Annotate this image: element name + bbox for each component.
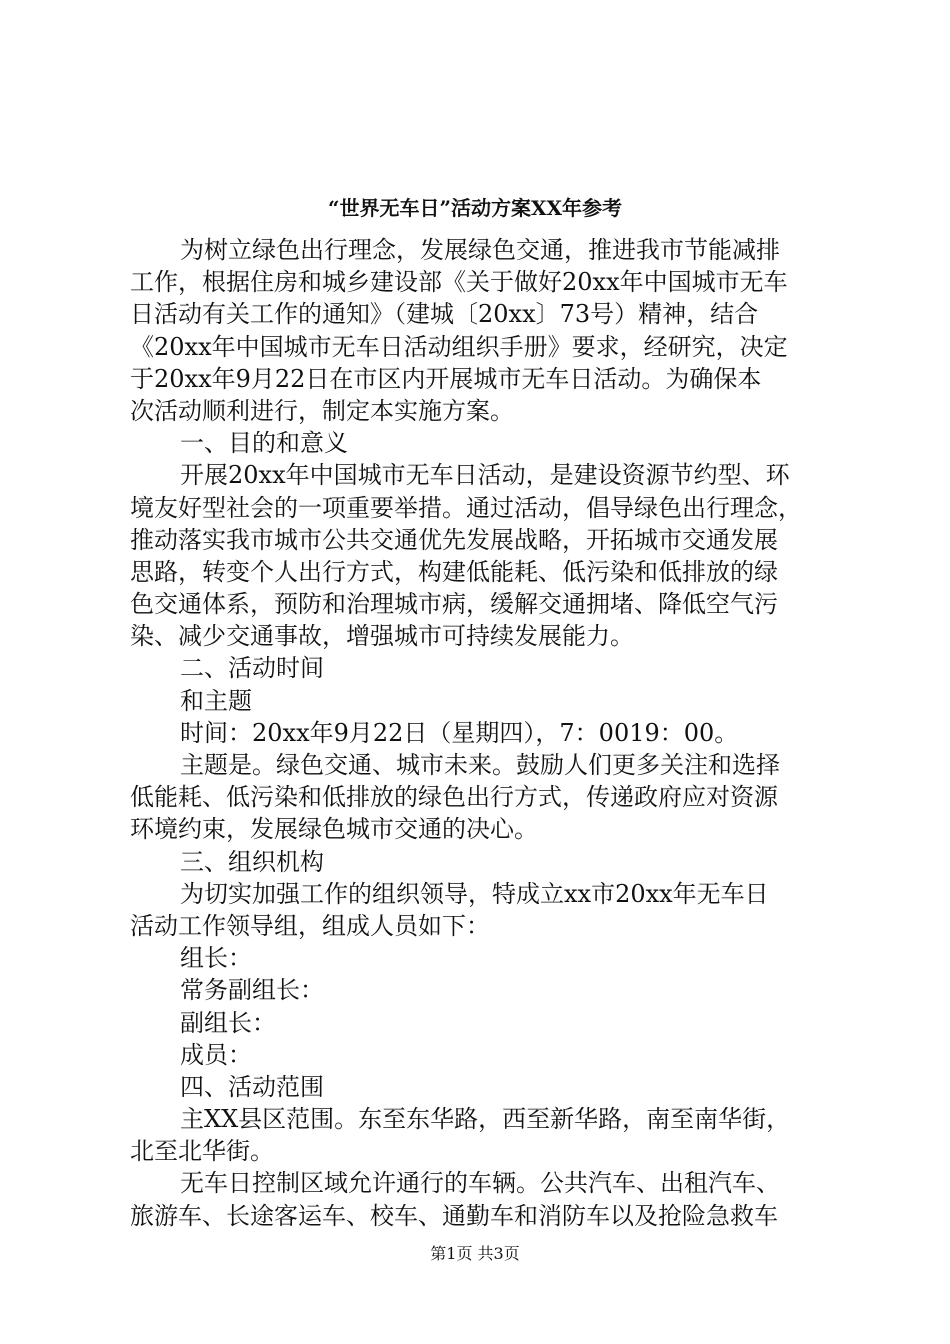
body-line: 组长：	[180, 944, 252, 973]
page-footer: 第1页 共3页	[430, 1244, 520, 1263]
body-line: 主题是。绿色交通、城市未来。鼓励人们更多关注和选择	[180, 751, 780, 779]
body-line: 日活动有关工作的通知》（建城〔20xx〕73号）精神，结合	[130, 300, 759, 329]
body-line: 推动落实我市城市公共交通优先发展战略，开拓城市交通发展	[130, 525, 778, 554]
body-line: 开展20xx年中国城市无车日活动，是建设资源节约型、环	[180, 461, 790, 490]
body-line: 三、组织机构	[180, 847, 324, 876]
body-line: 思路，转变个人出行方式，构建低能耗、低污染和低排放的绿	[130, 557, 778, 586]
body-line: 活动工作领导组，组成人员如下：	[130, 911, 490, 940]
body-line: 四、活动范围	[180, 1072, 324, 1101]
body-line: 主XX县区范围。东至东华路，西至新华路，南至南华街，	[180, 1105, 791, 1134]
body-line: 染、减少交通事故，增强城市可持续发展能力。	[130, 622, 634, 651]
body-line: 环境约束，发展绿色城市交通的决心。	[130, 815, 538, 844]
body-line: 北至北华街。	[130, 1137, 274, 1166]
body-line: 为切实加强工作的组织领导，特成立xx市20xx年无车日	[180, 879, 769, 908]
body-line: 无车日控制区域允许通行的车辆。公共汽车、出租汽车、	[180, 1169, 780, 1198]
body-line: 和主题	[180, 686, 252, 715]
body-line: 工作，根据住房和城乡建设部《关于做好20xx年中国城市无车	[130, 268, 788, 297]
body-line: 成员：	[180, 1040, 252, 1069]
body-line: 一、目的和意义	[180, 429, 348, 458]
body-line: 二、活动时间	[180, 654, 324, 683]
document-body	[130, 234, 840, 1232]
body-line: 副组长：	[180, 1008, 276, 1037]
document-title: “世界无车日”活动方案XX年参考	[327, 196, 623, 220]
body-line: 色交通体系，预防和治理城市病，缓解交通拥堵、降低空气污	[130, 590, 778, 619]
body-line: 时间：20xx年9月22日（星期四），7：0019：00。	[180, 718, 739, 747]
body-line: 《20xx年中国城市无车日活动组织手册》要求，经研究，决定	[130, 332, 788, 361]
body-line: 次活动顺利进行，制定本实施方案。	[130, 396, 514, 425]
body-line: 旅游车、长途客运车、校车、通勤车和消防车以及抢险急救车	[130, 1201, 778, 1230]
body-line: 境友好型社会的一项重要举措。通过活动，倡导绿色出行理念，	[130, 493, 802, 522]
body-line: 常务副组长：	[180, 976, 324, 1005]
body-line: 于20xx年9月22日在市区内开展城市无车日活动。为确保本	[130, 364, 762, 393]
body-line: 低能耗、低污染和低排放的绿色出行方式，传递政府应对资源	[130, 783, 778, 812]
body-line: 为树立绿色出行理念，发展绿色交通，推进我市节能减排	[180, 236, 780, 264]
